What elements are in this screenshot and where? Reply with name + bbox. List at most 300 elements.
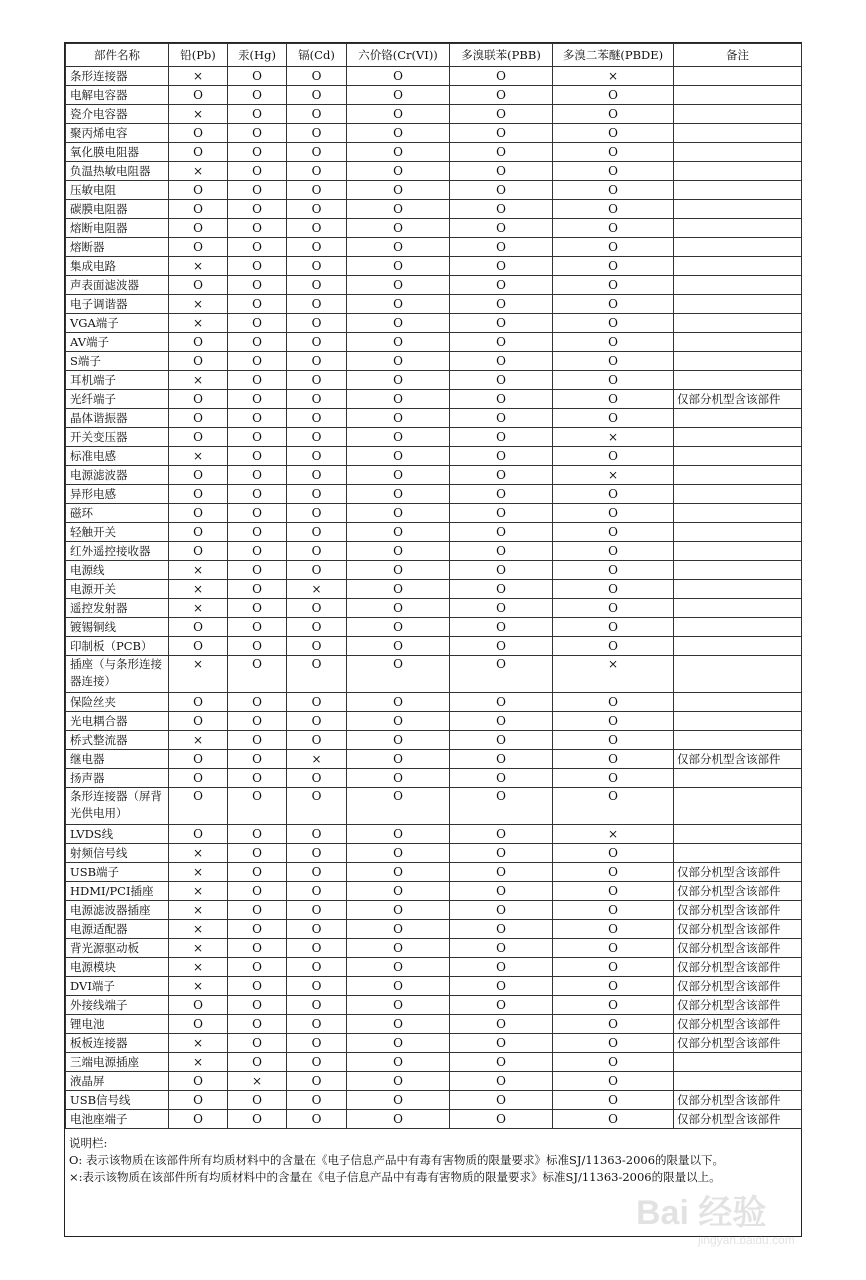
substance-mark-cell: O (347, 996, 450, 1015)
table-row (66, 295, 802, 314)
part-name-cell: 桥式整流器 (66, 731, 169, 750)
substance-mark-cell: × (169, 371, 228, 390)
substance-mark-cell: O (287, 162, 347, 181)
remark-cell (674, 1072, 802, 1091)
substance-mark-cell: O (287, 1015, 347, 1034)
substance-mark-cell: O (228, 409, 287, 428)
substance-mark-cell: × (169, 257, 228, 276)
substance-mark-cell: O (553, 257, 674, 276)
substance-mark-cell: O (287, 67, 347, 86)
substance-mark-cell: O (553, 504, 674, 523)
substance-mark-cell: O (347, 67, 450, 86)
part-name-cell: 磁环 (66, 504, 169, 523)
remark-cell (674, 333, 802, 352)
substance-mark-cell: × (553, 656, 674, 693)
substance-mark-cell: × (169, 939, 228, 958)
substance-mark-cell: O (553, 390, 674, 409)
substance-mark-cell: O (287, 977, 347, 996)
substance-mark-cell: O (450, 124, 553, 143)
table-row (66, 1053, 802, 1072)
substance-mark-cell: O (347, 409, 450, 428)
table-row (66, 618, 802, 637)
remark-cell: 仅部分机型含该部件 (674, 996, 802, 1015)
part-name-cell: 耳机端子 (66, 371, 169, 390)
substance-mark-cell: O (347, 447, 450, 466)
substance-mark-cell: O (228, 731, 287, 750)
remark-cell (674, 769, 802, 788)
substance-mark-cell: O (228, 1015, 287, 1034)
substance-mark-cell: × (169, 1053, 228, 1072)
substance-mark-cell: O (287, 996, 347, 1015)
part-name-cell: 晶体谐振器 (66, 409, 169, 428)
part-name-cell: 标准电感 (66, 447, 169, 466)
part-name-cell: 射频信号线 (66, 844, 169, 863)
substance-mark-cell: O (347, 825, 450, 844)
substance-mark-cell: O (347, 863, 450, 882)
substance-mark-cell: O (169, 181, 228, 200)
part-name-cell: USB信号线 (66, 1091, 169, 1110)
substance-mark-cell: O (287, 920, 347, 939)
substance-mark-cell: O (287, 882, 347, 901)
part-name-cell: 板板连接器 (66, 1034, 169, 1053)
substance-mark-cell: O (553, 314, 674, 333)
substance-mark-cell: O (228, 996, 287, 1015)
substance-mark-cell: O (450, 428, 553, 447)
remark-cell (674, 656, 802, 693)
table-body (66, 67, 802, 1129)
substance-mark-cell: O (347, 466, 450, 485)
substance-mark-cell: × (169, 977, 228, 996)
substance-mark-cell: O (450, 712, 553, 731)
watermark-sub-text: jingyan.baidu.com (698, 1233, 795, 1247)
substance-mark-cell: O (347, 977, 450, 996)
substance-mark-cell: O (228, 466, 287, 485)
substance-mark-cell: O (228, 447, 287, 466)
part-name-cell: 聚丙烯电容 (66, 124, 169, 143)
header-mercury: 汞(Hg) (228, 44, 287, 67)
remark-cell (674, 276, 802, 295)
table-header-row (66, 44, 802, 67)
substance-mark-cell: O (450, 920, 553, 939)
substance-mark-cell: O (169, 143, 228, 162)
table-row (66, 86, 802, 105)
substance-mark-cell: O (450, 200, 553, 219)
part-name-cell: LVDS线 (66, 825, 169, 844)
substance-mark-cell: O (287, 86, 347, 105)
substance-mark-cell: O (347, 1110, 450, 1129)
remark-cell (674, 105, 802, 124)
substance-mark-cell: O (228, 769, 287, 788)
substance-mark-cell: O (553, 788, 674, 825)
table-row (66, 1034, 802, 1053)
substance-mark-cell: O (228, 920, 287, 939)
header-remarks: 备注 (674, 44, 802, 67)
substance-mark-cell: O (347, 124, 450, 143)
substance-mark-cell: O (347, 542, 450, 561)
substance-mark-cell: O (228, 371, 287, 390)
substance-mark-cell: O (169, 750, 228, 769)
substance-mark-cell: O (287, 1072, 347, 1091)
substance-mark-cell: O (287, 1110, 347, 1129)
remark-cell: 仅部分机型含该部件 (674, 901, 802, 920)
substance-mark-cell: O (450, 314, 553, 333)
substance-mark-cell: O (287, 314, 347, 333)
substance-mark-cell: O (450, 863, 553, 882)
table-row (66, 750, 802, 769)
substance-mark-cell: O (287, 1053, 347, 1072)
substance-mark-cell: O (450, 844, 553, 863)
substance-mark-cell: O (450, 788, 553, 825)
substance-mark-cell: × (169, 314, 228, 333)
table-row (66, 371, 802, 390)
substance-mark-cell: × (553, 67, 674, 86)
substance-mark-cell: O (287, 788, 347, 825)
substance-mark-cell: O (347, 105, 450, 124)
substance-mark-cell: O (450, 901, 553, 920)
table-row (66, 580, 802, 599)
table-row (66, 1015, 802, 1034)
substance-mark-cell: O (228, 295, 287, 314)
substance-mark-cell: O (287, 447, 347, 466)
part-name-cell: 液晶屏 (66, 1072, 169, 1091)
substance-mark-cell: O (287, 656, 347, 693)
substance-mark-cell: O (450, 67, 553, 86)
substance-mark-cell: O (169, 466, 228, 485)
substance-mark-cell: O (450, 656, 553, 693)
substance-mark-cell: × (169, 580, 228, 599)
substance-mark-cell: O (228, 1110, 287, 1129)
table-row (66, 219, 802, 238)
substance-mark-cell: × (169, 656, 228, 693)
part-name-cell: DVI端子 (66, 977, 169, 996)
substance-mark-cell: O (228, 712, 287, 731)
table-row (66, 901, 802, 920)
table-row (66, 276, 802, 295)
substance-mark-cell: O (450, 409, 553, 428)
substance-mark-cell: O (228, 599, 287, 618)
substance-mark-cell: O (228, 124, 287, 143)
substance-mark-cell: O (450, 466, 553, 485)
substance-mark-cell: O (287, 939, 347, 958)
substance-mark-cell: O (553, 181, 674, 200)
substance-mark-cell: O (347, 637, 450, 656)
remark-cell (674, 143, 802, 162)
substance-mark-cell: O (553, 1053, 674, 1072)
substance-mark-cell: O (287, 124, 347, 143)
substance-mark-cell: O (287, 523, 347, 542)
table-row (66, 693, 802, 712)
table-row (66, 124, 802, 143)
substance-mark-cell: O (228, 428, 287, 447)
substance-mark-cell: O (347, 939, 450, 958)
substance-mark-cell: × (287, 580, 347, 599)
substance-mark-cell: O (287, 276, 347, 295)
substance-mark-cell: × (169, 920, 228, 939)
legend-x-line: ×:表示该物质在该部件所有均质材料中的含量在《电子信息产品中有毒有害物质的限量要求》标准SJ/11363-2006的限量以上。 (69, 1170, 721, 1184)
table-row (66, 844, 802, 863)
table-row (66, 882, 802, 901)
legend-o-line: O: 表示该物质在该部件所有均质材料中的含量在《电子信息产品中有毒有害物质的限量要求》标准SJ/11363-2006的限量以下。 (69, 1153, 725, 1167)
substance-mark-cell: O (450, 181, 553, 200)
header-part-name: 部件名称 (66, 44, 169, 67)
substance-mark-cell: O (450, 1110, 553, 1129)
substance-mark-cell: O (287, 409, 347, 428)
substance-mark-cell: O (347, 958, 450, 977)
remark-cell (674, 352, 802, 371)
part-name-cell: 条形连接器（屏背光供电用） (66, 788, 169, 825)
substance-mark-cell: O (450, 769, 553, 788)
remark-cell (674, 504, 802, 523)
substance-mark-cell: O (450, 143, 553, 162)
substance-mark-cell: O (553, 712, 674, 731)
substance-mark-cell: O (228, 200, 287, 219)
table-row (66, 181, 802, 200)
substance-mark-cell: O (169, 276, 228, 295)
table-row (66, 504, 802, 523)
remark-cell (674, 238, 802, 257)
substance-mark-cell: × (169, 863, 228, 882)
substance-mark-cell: O (553, 750, 674, 769)
substance-mark-cell: O (347, 750, 450, 769)
substance-mark-cell: O (228, 939, 287, 958)
substance-mark-cell: × (228, 1072, 287, 1091)
remark-cell: 仅部分机型含该部件 (674, 977, 802, 996)
remark-cell (674, 181, 802, 200)
substance-mark-cell: O (169, 390, 228, 409)
substance-mark-cell: O (228, 257, 287, 276)
substance-mark-cell: × (169, 882, 228, 901)
substance-mark-cell: × (169, 958, 228, 977)
substance-mark-cell: O (553, 409, 674, 428)
document-sheet (64, 42, 802, 1237)
substance-mark-cell: O (553, 295, 674, 314)
header-pbb: 多溴联苯(PBB) (450, 44, 553, 67)
substance-mark-cell: O (450, 1034, 553, 1053)
substance-mark-cell: O (169, 409, 228, 428)
substance-mark-cell: O (553, 958, 674, 977)
substance-mark-cell: O (553, 447, 674, 466)
remark-cell (674, 371, 802, 390)
part-name-cell: 镀锡铜线 (66, 618, 169, 637)
substance-mark-cell: O (228, 352, 287, 371)
substance-mark-cell: O (450, 939, 553, 958)
table-row (66, 238, 802, 257)
substance-mark-cell: O (553, 542, 674, 561)
remark-cell (674, 523, 802, 542)
substance-mark-cell: O (553, 523, 674, 542)
substance-mark-cell: O (228, 863, 287, 882)
substance-mark-cell: O (287, 901, 347, 920)
substance-mark-cell: O (347, 1091, 450, 1110)
remark-cell (674, 466, 802, 485)
table-row (66, 428, 802, 447)
substance-mark-cell: O (553, 162, 674, 181)
substance-mark-cell: × (287, 750, 347, 769)
header-lead: 铅(Pb) (169, 44, 228, 67)
substance-mark-cell: O (553, 996, 674, 1015)
substance-mark-cell: O (347, 788, 450, 825)
remark-cell (674, 200, 802, 219)
substance-mark-cell: O (347, 1053, 450, 1072)
table-row (66, 1091, 802, 1110)
substance-mark-cell: O (228, 844, 287, 863)
substance-mark-cell: O (287, 712, 347, 731)
substance-mark-cell: O (287, 958, 347, 977)
substance-mark-cell: O (347, 599, 450, 618)
substance-mark-cell: O (347, 504, 450, 523)
substance-mark-cell: O (553, 901, 674, 920)
substance-mark-cell: O (347, 731, 450, 750)
substance-mark-cell: O (169, 693, 228, 712)
table-row (66, 769, 802, 788)
substance-mark-cell: O (228, 788, 287, 825)
substance-mark-cell: O (169, 428, 228, 447)
substance-mark-cell: O (450, 257, 553, 276)
substance-mark-cell: O (287, 428, 347, 447)
substance-mark-cell: O (553, 618, 674, 637)
header-chromium: 六价铬(Cr(VI)) (347, 44, 450, 67)
remark-cell: 仅部分机型含该部件 (674, 920, 802, 939)
table-row (66, 996, 802, 1015)
table-row (66, 200, 802, 219)
substance-mark-cell: O (553, 693, 674, 712)
part-name-cell: 光纤端子 (66, 390, 169, 409)
table-row (66, 162, 802, 181)
substance-mark-cell: O (287, 257, 347, 276)
substance-mark-cell: O (553, 977, 674, 996)
remark-cell (674, 637, 802, 656)
part-name-cell: 熔断电阻器 (66, 219, 169, 238)
remark-cell (674, 219, 802, 238)
substance-mark-cell: O (169, 124, 228, 143)
substance-mark-cell: O (347, 618, 450, 637)
remark-cell: 仅部分机型含该部件 (674, 939, 802, 958)
substance-mark-cell: O (228, 580, 287, 599)
table-row (66, 390, 802, 409)
substance-mark-cell: O (347, 769, 450, 788)
substance-mark-cell: O (287, 637, 347, 656)
substance-mark-cell: O (287, 1034, 347, 1053)
table-row (66, 447, 802, 466)
substance-mark-cell: O (450, 504, 553, 523)
substance-mark-cell: O (450, 485, 553, 504)
table-row (66, 314, 802, 333)
substance-mark-cell: O (287, 105, 347, 124)
substance-mark-cell: O (347, 181, 450, 200)
substance-mark-cell: O (169, 1015, 228, 1034)
part-name-cell: 轻触开关 (66, 523, 169, 542)
substance-mark-cell: O (553, 1015, 674, 1034)
substance-mark-cell: O (347, 162, 450, 181)
table-row (66, 920, 802, 939)
substance-mark-cell: O (228, 390, 287, 409)
table-row (66, 712, 802, 731)
substance-mark-cell: O (450, 333, 553, 352)
substance-mark-cell: O (169, 1072, 228, 1091)
remark-cell (674, 599, 802, 618)
part-name-cell: 电源滤波器 (66, 466, 169, 485)
remark-cell (674, 580, 802, 599)
substance-mark-cell: O (228, 333, 287, 352)
substance-mark-cell: O (287, 466, 347, 485)
substance-mark-cell: × (169, 162, 228, 181)
substance-mark-cell: O (450, 1015, 553, 1034)
substance-mark-cell: × (169, 561, 228, 580)
header-pbde: 多溴二苯醚(PBDE) (553, 44, 674, 67)
substance-mark-cell: O (347, 276, 450, 295)
substance-mark-cell: O (347, 712, 450, 731)
substance-mark-cell: O (169, 352, 228, 371)
substance-mark-cell: O (228, 504, 287, 523)
part-name-cell: 电池座端子 (66, 1110, 169, 1129)
substance-mark-cell: O (169, 238, 228, 257)
substance-mark-cell: O (450, 618, 553, 637)
substance-mark-cell: O (347, 333, 450, 352)
substance-mark-cell: O (287, 200, 347, 219)
remark-cell (674, 314, 802, 333)
substance-mark-cell: O (228, 618, 287, 637)
remark-cell: 仅部分机型含该部件 (674, 1015, 802, 1034)
part-name-cell: 熔断器 (66, 238, 169, 257)
table-row (66, 939, 802, 958)
remark-cell: 仅部分机型含该部件 (674, 1034, 802, 1053)
substance-mark-cell: O (450, 390, 553, 409)
remark-cell (674, 428, 802, 447)
part-name-cell: AV端子 (66, 333, 169, 352)
substance-mark-cell: O (553, 844, 674, 863)
substance-mark-cell: O (228, 238, 287, 257)
remark-cell (674, 485, 802, 504)
substance-mark-cell: × (169, 844, 228, 863)
remark-cell (674, 731, 802, 750)
substance-mark-cell: O (287, 561, 347, 580)
part-name-cell: 碳膜电阻器 (66, 200, 169, 219)
remark-cell: 仅部分机型含该部件 (674, 390, 802, 409)
substance-mark-cell: O (228, 181, 287, 200)
substance-mark-cell: O (553, 371, 674, 390)
substance-mark-cell: O (553, 637, 674, 656)
part-name-cell: 氧化膜电阻器 (66, 143, 169, 162)
substance-mark-cell: O (347, 1015, 450, 1034)
part-name-cell: 遥控发射器 (66, 599, 169, 618)
substance-mark-cell: O (553, 882, 674, 901)
remark-cell (674, 693, 802, 712)
table-row (66, 466, 802, 485)
substance-mark-cell: O (553, 352, 674, 371)
remark-cell (674, 124, 802, 143)
remark-cell: 仅部分机型含该部件 (674, 863, 802, 882)
substance-mark-cell: O (553, 1110, 674, 1129)
substance-mark-cell: O (347, 257, 450, 276)
substance-mark-cell: O (228, 1091, 287, 1110)
substance-mark-cell: O (450, 825, 553, 844)
substance-mark-cell: O (450, 371, 553, 390)
substance-mark-cell: × (169, 105, 228, 124)
part-name-cell: 电源线 (66, 561, 169, 580)
substance-mark-cell: O (347, 314, 450, 333)
substance-mark-cell: O (347, 580, 450, 599)
part-name-cell: 开关变压器 (66, 428, 169, 447)
substance-mark-cell: O (169, 618, 228, 637)
substance-mark-cell: O (347, 238, 450, 257)
substance-mark-cell: O (450, 447, 553, 466)
substance-mark-cell: O (228, 750, 287, 769)
part-name-cell: 瓷介电容器 (66, 105, 169, 124)
substance-mark-cell: O (228, 561, 287, 580)
substance-mark-cell: O (287, 143, 347, 162)
table-row (66, 333, 802, 352)
substance-mark-cell: O (450, 523, 553, 542)
